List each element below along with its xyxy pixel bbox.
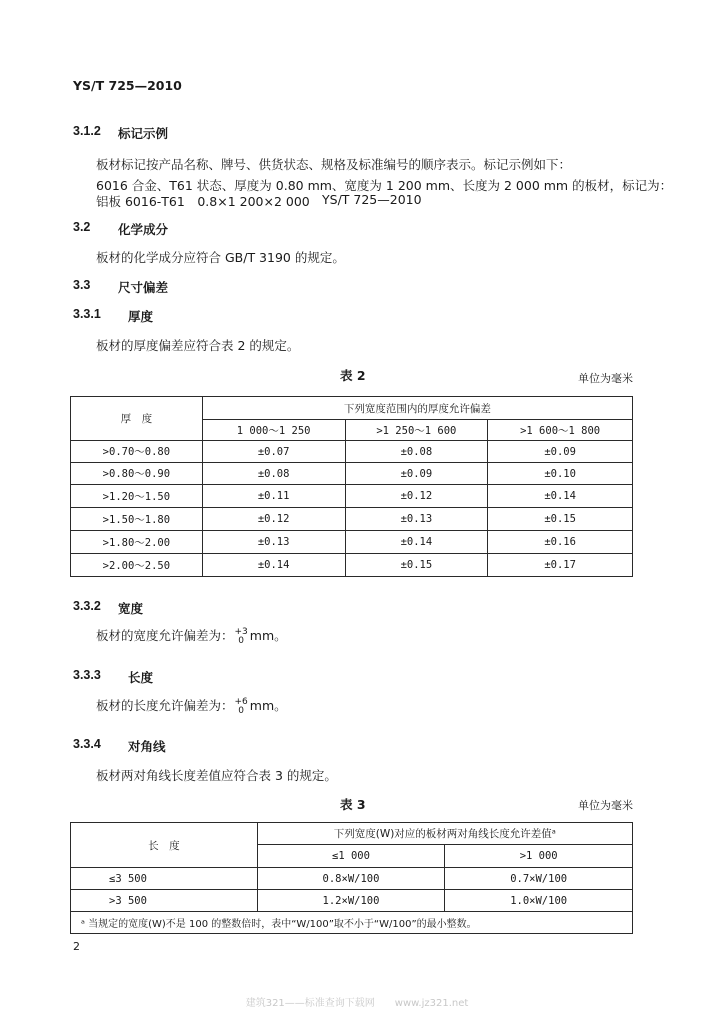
table-row [71, 463, 633, 485]
tolerance-cell: ±0.14 [488, 485, 633, 508]
table-row [71, 868, 633, 890]
thickness-range-cell: >2.00～2.50 [71, 554, 203, 577]
section-number-3-2: 3.2 [73, 220, 91, 234]
header-width-range: ≤1 000 [257, 845, 445, 868]
tolerance-cell: ±0.13 [202, 531, 345, 554]
section-number-3-3-3: 3.3.3 [73, 668, 101, 682]
tolerance-cell: ±0.17 [488, 554, 633, 577]
thickness-range-cell: >1.50～1.80 [71, 508, 203, 531]
header-width-range: >1 600～1 800 [488, 420, 633, 441]
width-deviation-text: 板材的宽度允许偏差为： [96, 628, 234, 643]
tolerance-cell: ±0.08 [345, 441, 488, 463]
tolerance-cell: ±0.15 [345, 554, 488, 577]
thickness-range-cell: >0.80～0.90 [71, 463, 203, 485]
length-deviation-text: 板材的长度允许偏差为： [96, 698, 234, 713]
chemical-composition-text: 板材的化学成分应符合 GB/T 3190 的规定。 [96, 250, 345, 265]
tolerance-cell: ±0.07 [202, 441, 345, 463]
width-lower-deviation: 0 [238, 635, 245, 646]
section-number-3-3-2: 3.3.2 [73, 599, 101, 613]
section-number-3-3-1: 3.3.1 [73, 307, 101, 321]
header-thickness: 厚 度 [71, 397, 203, 441]
width-upper-deviation: +3 [234, 626, 248, 637]
section-title-thickness: 厚度 [128, 309, 154, 324]
marking-example-description: 6016 合金、T61 状态、厚度为 0.80 mm、宽度为 1 200 mm、长度为 2 000 mm 的板材，标记为： [96, 178, 673, 193]
marking-example-standard: YS/T 725—2010 [322, 192, 422, 207]
tolerance-cell: ±0.14 [202, 554, 345, 577]
tolerance-cell: ±0.08 [202, 463, 345, 485]
section-title-marking-example: 标记示例 [118, 126, 169, 141]
thickness-range-cell: >1.80～2.00 [71, 531, 203, 554]
table-3-unit: 单位为毫米 [578, 799, 633, 812]
watermark-text: 建筑321——标准查询下载网 www.jz321.net [245, 998, 469, 1009]
tolerance-cell: ±0.09 [345, 463, 488, 485]
table-row [71, 531, 633, 554]
section-title-width: 宽度 [118, 601, 144, 616]
width-deviation-fraction [235, 628, 248, 646]
section-title-dimension-deviation: 尺寸偏差 [118, 280, 169, 295]
page-number: 2 [73, 940, 80, 953]
table-row [71, 554, 633, 577]
section-number-3-1-2: 3.1.2 [73, 124, 101, 138]
tolerance-cell: ±0.10 [488, 463, 633, 485]
header-width-group: 下列宽度(W)对应的板材两对角线长度允许差值ᵃ [257, 823, 632, 845]
diagonal-text: 板材两对角线长度差值应符合表 3 的规定。 [96, 768, 337, 783]
section-number-3-3-4: 3.3.4 [73, 737, 101, 751]
length-range-cell: >3 500 [71, 890, 258, 912]
header-width-range: 1 000～1 250 [202, 420, 345, 441]
tolerance-cell: ±0.12 [202, 508, 345, 531]
header-width-range: >1 000 [445, 845, 633, 868]
header-length: 长 度 [71, 823, 258, 868]
section-number-3-3: 3.3 [73, 278, 91, 292]
section-title-length: 长度 [128, 670, 154, 685]
table-row [71, 485, 633, 508]
length-unit: mm。 [249, 698, 287, 713]
length-lower-deviation: 0 [238, 705, 245, 716]
length-range-cell: ≤3 500 [71, 868, 258, 890]
tolerance-cell: ±0.11 [202, 485, 345, 508]
length-upper-deviation: +6 [234, 696, 248, 707]
section-title-diagonal: 对角线 [128, 739, 166, 754]
table-2-unit: 单位为毫米 [578, 372, 633, 385]
tolerance-cell: ±0.13 [345, 508, 488, 531]
thickness-tolerance-table [70, 396, 633, 577]
marking-rule-text: 板材标记按产品名称、牌号、供货状态、规格及标准编号的顺序表示。标记示例如下： [96, 157, 572, 172]
width-unit: mm。 [249, 628, 287, 643]
tolerance-cell: ±0.15 [488, 508, 633, 531]
table-3-footnote: ᵃ 当规定的宽度(W)不是 100 的整数倍时，表中“W/100”取不小于“W/100”的最小整数。 [71, 912, 633, 934]
thickness-range-cell: >1.20～1.50 [71, 485, 203, 508]
table-2-caption: 表 2 [340, 368, 366, 383]
tolerance-cell: ±0.14 [345, 531, 488, 554]
table-3-caption: 表 3 [340, 797, 366, 812]
table-row [71, 508, 633, 531]
width-deviation-line [96, 626, 287, 646]
tolerance-cell: ±0.16 [488, 531, 633, 554]
thickness-deviation-text: 板材的厚度偏差应符合表 2 的规定。 [96, 338, 300, 353]
tolerance-cell: ±0.12 [345, 485, 488, 508]
diagonal-tolerance-cell: 1.2×W/100 [257, 890, 445, 912]
marking-example-designation: 铝板 6016-T61 0.8×1 200×2 000 [96, 194, 310, 209]
table-row [71, 890, 633, 912]
diagonal-tolerance-cell: 0.8×W/100 [257, 868, 445, 890]
diagonal-tolerance-cell: 1.0×W/100 [445, 890, 633, 912]
header-width-group: 下列宽度范围内的厚度允许偏差 [202, 397, 632, 420]
header-width-range: >1 250～1 600 [345, 420, 488, 441]
tolerance-cell: ±0.09 [488, 441, 633, 463]
standard-code-header: YS/T 725—2010 [73, 78, 182, 93]
table-row [71, 441, 633, 463]
length-deviation-fraction [235, 698, 248, 716]
diagonal-tolerance-table [70, 822, 633, 934]
section-title-chemical-composition: 化学成分 [118, 222, 169, 237]
thickness-range-cell: >0.70～0.80 [71, 441, 203, 463]
length-deviation-line [96, 696, 287, 716]
diagonal-tolerance-cell: 0.7×W/100 [445, 868, 633, 890]
